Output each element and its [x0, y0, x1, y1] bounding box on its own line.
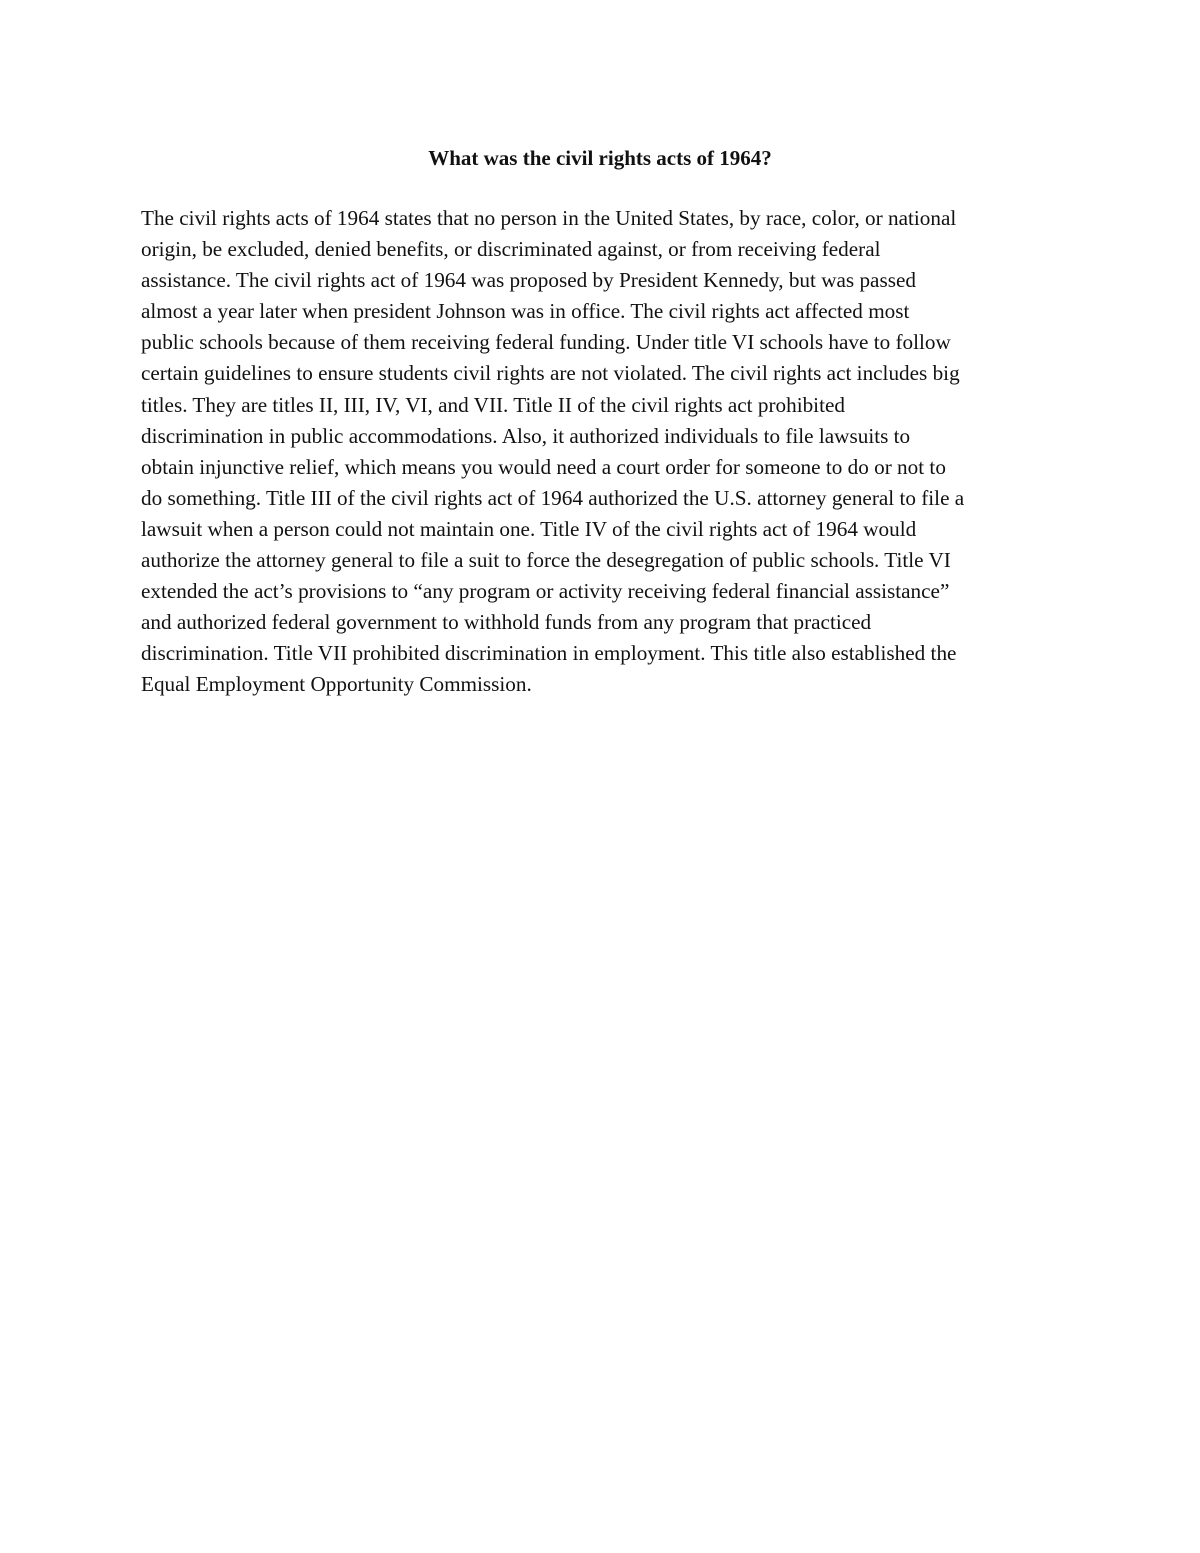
body-line: obtain injunctive relief, which means you would need a court order for someone to do or not to	[141, 454, 946, 479]
body-line: discrimination. Title VII prohibited discrimination in employment. This title also established the	[141, 641, 957, 666]
body-line: assistance. The civil rights act of 1964 was proposed by President Kennedy, but was passed	[141, 268, 916, 293]
body-line: lawsuit when a person could not maintain one. Title IV of the civil rights act of 1964 would	[141, 516, 917, 541]
body-line: origin, be excluded, denied benefits, or discriminated against, or from receiving federal	[141, 237, 881, 262]
body-line: discrimination in public accommodations. Also, it authorized individuals to file lawsuits to	[141, 423, 911, 448]
body-line: public schools because of them receiving federal funding. Under title VI schools have to follow	[141, 330, 951, 355]
document-body	[141, 203, 1066, 701]
body-line: do something. Title III of the civil rights act of 1964 authorized the U.S. attorney general to file a	[141, 485, 965, 510]
document-title: What was the civil rights acts of 1964?	[428, 146, 772, 170]
body-line: certain guidelines to ensure students civil rights are not violated. The civil rights act includes big	[141, 361, 960, 386]
body-line: almost a year later when president Johnson was in office. The civil rights act affected most	[141, 299, 910, 324]
body-line: extended the act’s provisions to “any program or activity receiving federal financial assistance”	[141, 579, 950, 604]
body-line: authorize the attorney general to file a suit to force the desegregation of public schools. Title VI	[141, 548, 951, 573]
body-line: The civil rights acts of 1964 states that no person in the United States, by race, color, or national	[141, 206, 957, 230]
body-line: Equal Employment Opportunity Commission.	[141, 672, 532, 697]
body-line: and authorized federal government to withhold funds from any program that practiced	[141, 610, 872, 635]
body-line: titles. They are titles II, III, IV, VI, and VII. Title II of the civil rights act prohibited	[141, 392, 845, 417]
